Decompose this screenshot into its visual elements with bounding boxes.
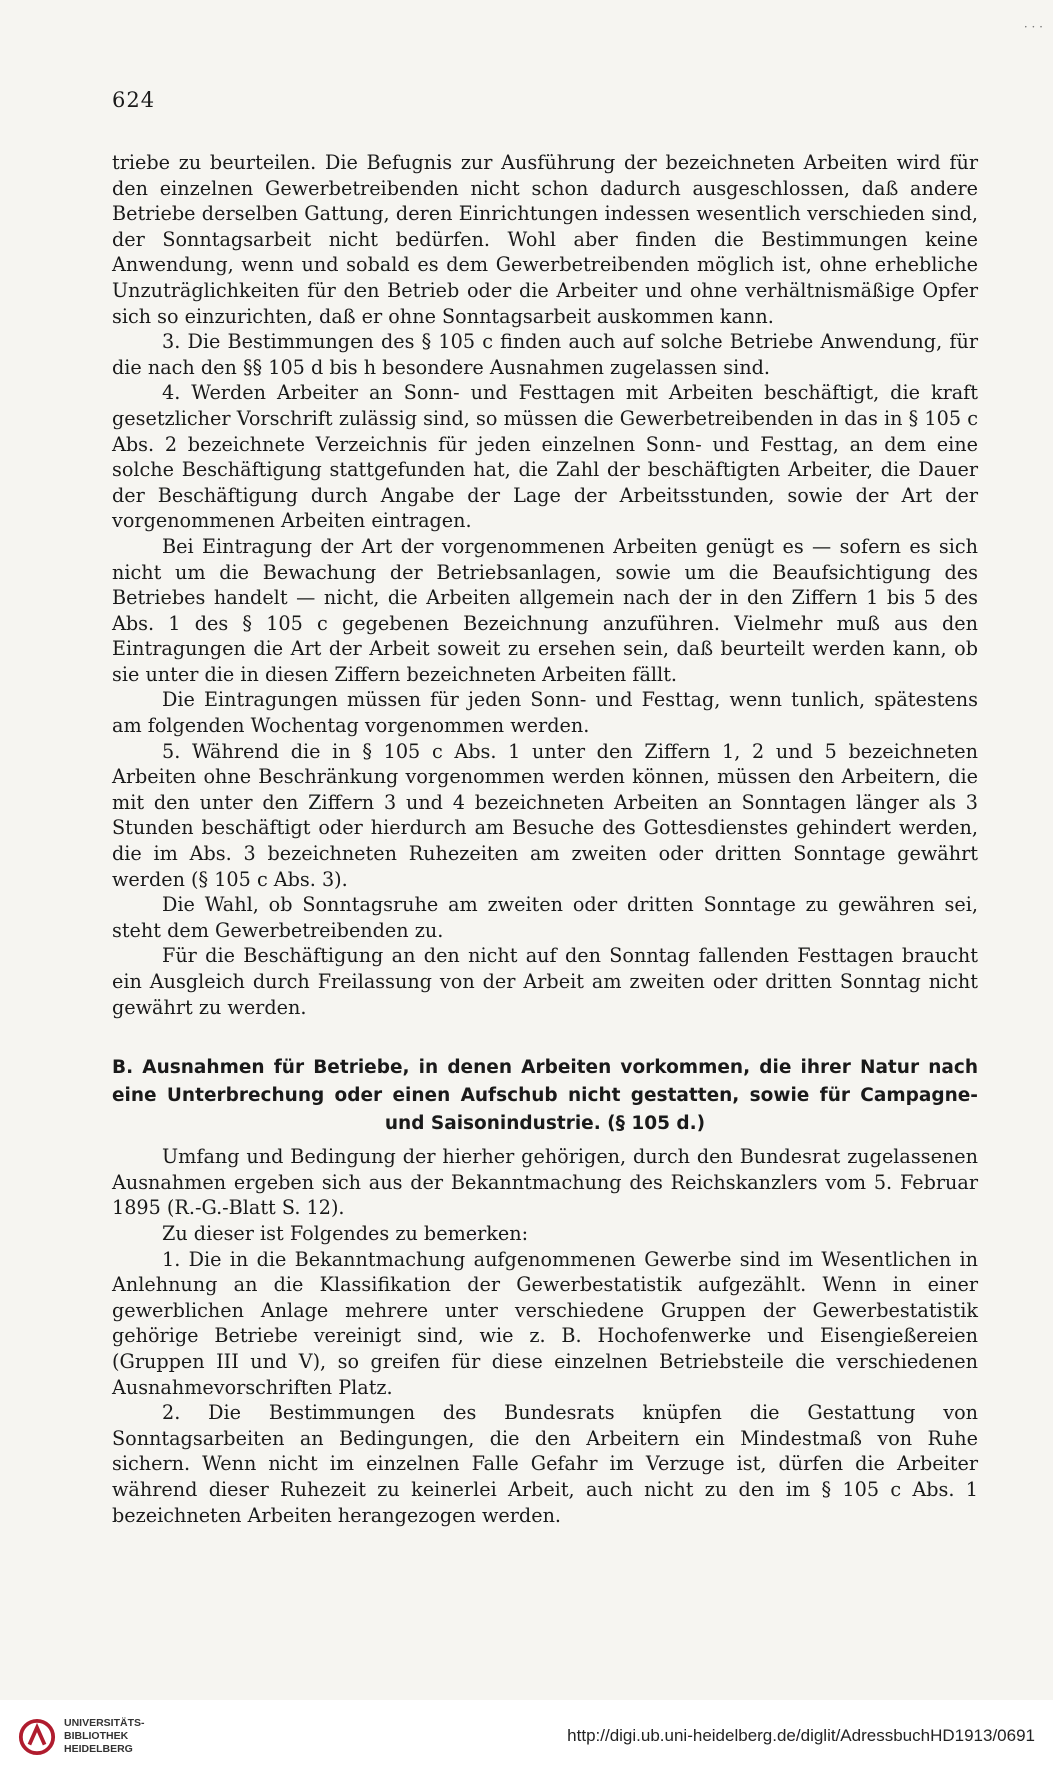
library-name-line: UNIVERSITÄTS- [64, 1717, 145, 1729]
library-name-line: BIBLIOTHEK [64, 1730, 129, 1742]
paragraph: 2. Die Bestimmungen des Bundesrats knüpfen die Gestattung von Sonntagsarbeiten an Bedingungen, die den Arbeitern ein Mindestmaß von Ruhe sichern. Wenn nicht im einzelnen Falle Gefahr im Verzuge ist, dürfen die Arbeiter während dieser Ruhezeit zu keinerlei Arbeit, auch nicht zu den im § 105 c Abs. 1 bezeichneten Arbeiten herangezogen werden. [112, 1401, 978, 1527]
page-number: 624 [112, 88, 156, 112]
paragraph: 3. Die Bestimmungen des § 105 c finden auch auf solche Betriebe Anwendung, für die nach den §§ 105 d bis h besondere Ausnahmen zugelassen sind. [112, 330, 978, 379]
paragraph: Bei Eintragung der Art der vorgenommenen Arbeiten genügt es — sofern es sich nicht um die Bewachung der Betriebsanlagen, sowie um die Beaufsichtigung des Betriebes handelt — nicht, die Arbeiten allgemein nach der in den Ziffern 1 bis 5 des Abs. 1 des § 105 c gegebenen Bezeichnung anzuführen. Vielmehr muß aus den Eintragungen die Art der Arbeit soweit zu ersehen sein, daß beurteilt werden kann, ob sie unter die in diesen Ziffern bezeichneten Arbeiten fällt. [112, 534, 978, 686]
source-url-link[interactable]: http://digi.ub.uni-heidelberg.de/diglit/AdressbuchHD1913/0691 [567, 1726, 1035, 1745]
library-name-line: HEIDELBERG [64, 1743, 133, 1755]
footer-bar [0, 1700, 1053, 1775]
paragraph: Umfang und Bedingung der hierher gehörigen, durch den Bundesrat zugelassenen Ausnahmen ergeben sich aus der Bekanntmachung des Reichskanzlers vom 5. Februar 1895 (R.-G.-Blatt S. 12). [112, 1145, 978, 1220]
paragraph: Zu dieser ist Folgendes zu bemerken: [162, 1221, 529, 1245]
paragraph: Für die Beschäftigung an den nicht auf den Sonntag fallenden Festtagen braucht ein Ausgleich durch Freilassung von der Arbeit am zweiten oder dritten Sonntag nicht gewährt zu werden. [112, 944, 978, 1019]
section-heading: B. Ausnahmen für Betriebe, in denen Arbeiten vorkommen, die ihrer Natur nach eine Unterbrechung oder einen Aufschub nicht gestatten, sowie für Campagne- und Saisonindustrie. (§ 105 d.) [112, 1057, 978, 1135]
paragraph: 1. Die in die Bekanntmachung aufgenommenen Gewerbe sind im Wesentlichen in Anlehnung an die Klassifikation der Gewerbestatistik aufgezählt. Wenn in einer gewerblichen Anlage mehrere unter verschiedene Gruppen der Gewerbestatistik gehörige Betriebe vereinigt sind, wie z. B. Hochofenwerke und Eisengießereien (Gruppen III und V), so greifen für diese einzelnen Betriebsteile die verschiedenen Ausnahmevorschriften Platz. [112, 1247, 978, 1399]
paragraph: Die Eintragungen müssen für jeden Sonn- und Festtag, wenn tunlich, spätestens am folgenden Wochentag vorgenommen werden. [112, 688, 978, 738]
paragraph: triebe zu beurteilen. Die Befugnis zur Ausführung der bezeichneten Arbeiten wird für den einzelnen Gewerbetreibenden nicht schon dadurch ausgeschlossen, daß andere Betriebe derselben Gattung, deren Einrichtungen indessen wesentlich verschieden sind, der Sonntagsarbeit nicht bedürfen. Wohl aber finden die Bestimmungen keine Anwendung, wenn und sobald es dem Gewerbetreibenden möglich ist, ohne erhebliche Unzuträglichkeiten für den Betrieb oder die Arbeiter und ohne verhältnismäßige Opfer sich so einzurichten, daß er ohne Sonntagsarbeit auskommen kann. [112, 151, 978, 328]
library-logo-icon [18, 1718, 56, 1756]
body-text [112, 150, 978, 1528]
paragraph: Die Wahl, ob Sonntagsruhe am zweiten oder dritten Sonntage zu gewähren sei, steht dem Gewerbetreibenden zu. [112, 893, 978, 942]
library-name [64, 1717, 145, 1756]
paragraph: 4. Werden Arbeiter an Sonn- und Festtagen mit Arbeiten beschäftigt, die kraft gesetzlicher Vorschrift zulässig sind, so müssen die Gewerbetreibenden in das in § 105 c Abs. 2 bezeichnete Verzeichnis für jeden einzelnen Sonn- und Festtag, an dem eine solche Beschäftigung stattgefunden hat, die Zahl der beschäftigten Arbeiter, die Dauer der Beschäftigung durch Angabe der Lage der Arbeitsstunden, sowie der Art der vorgenommenen Arbeiten eintragen. [112, 381, 978, 533]
edge-marks: · · · [1023, 20, 1043, 34]
paragraph: 5. Während die in § 105 c Abs. 1 unter den Ziffern 1, 2 und 5 bezeichneten Arbeiten ohne Beschränkung vorgenommen werden können, müssen den Arbeitern, die mit den unter den Ziffern 3 und 4 bezeichneten Arbeiten an Sonntagen länger als 3 Stunden beschäftigt oder hierdurch am Besuche des Gottesdienstes gehindert werden, die im Abs. 3 bezeichneten Ruhezeiten am zweiten oder dritten Sonntage gewährt werden (§ 105 c Abs. 3). [112, 739, 978, 891]
